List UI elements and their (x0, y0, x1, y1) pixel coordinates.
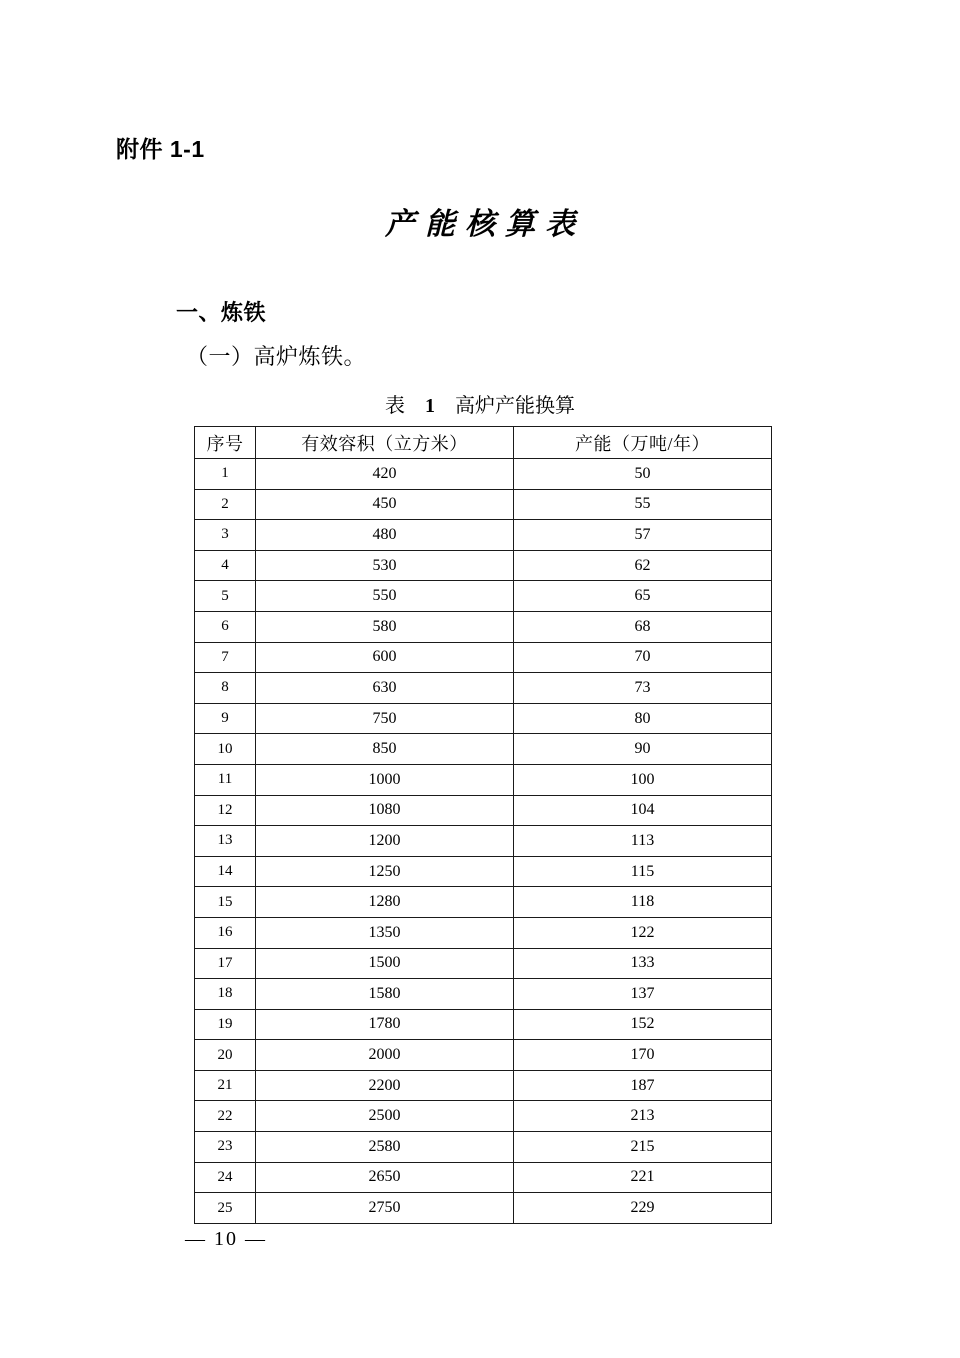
table-caption-number: 1 (425, 395, 435, 417)
cell-seq: 20 (195, 1040, 256, 1071)
cell-volume: 2580 (256, 1132, 514, 1163)
cell-volume: 2650 (256, 1162, 514, 1193)
cell-seq: 15 (195, 887, 256, 918)
cell-seq: 12 (195, 795, 256, 826)
page-number-footer: — 10 — (185, 1228, 267, 1250)
cell-capacity: 62 (514, 550, 772, 581)
cell-volume: 600 (256, 642, 514, 673)
cell-seq: 25 (195, 1193, 256, 1224)
cell-volume: 480 (256, 520, 514, 551)
cell-volume: 450 (256, 489, 514, 520)
table-row (195, 703, 772, 734)
cell-volume: 2500 (256, 1101, 514, 1132)
table-row (195, 673, 772, 704)
cell-volume: 550 (256, 581, 514, 612)
table-row (195, 764, 772, 795)
cell-seq: 4 (195, 550, 256, 581)
cell-seq: 9 (195, 703, 256, 734)
cell-seq: 19 (195, 1009, 256, 1040)
table-header-row (195, 427, 772, 459)
table-caption-text: 高炉产能换算 (455, 395, 575, 417)
cell-capacity: 221 (514, 1162, 772, 1193)
table-row (195, 1009, 772, 1040)
table-row (195, 979, 772, 1010)
capacity-conversion-table (194, 426, 772, 1224)
page-title: 产能核算表 (385, 207, 585, 242)
cell-volume: 1080 (256, 795, 514, 826)
column-header-seq: 序号 (195, 427, 256, 459)
cell-volume: 1200 (256, 826, 514, 857)
cell-volume: 2200 (256, 1070, 514, 1101)
cell-capacity: 73 (514, 673, 772, 704)
column-header-volume: 有效容积（立方米） (256, 427, 514, 459)
table-row (195, 611, 772, 642)
table-row (195, 917, 772, 948)
cell-capacity: 122 (514, 917, 772, 948)
table-row (195, 887, 772, 918)
table-row (195, 459, 772, 490)
cell-volume: 850 (256, 734, 514, 765)
cell-volume: 1250 (256, 856, 514, 887)
cell-seq: 5 (195, 581, 256, 612)
table-row (195, 856, 772, 887)
table-header (195, 427, 772, 459)
cell-capacity: 55 (514, 489, 772, 520)
cell-volume: 2000 (256, 1040, 514, 1071)
cell-seq: 14 (195, 856, 256, 887)
cell-seq: 21 (195, 1070, 256, 1101)
table-row (195, 489, 772, 520)
section-heading-ironmaking: 一、炼铁 (176, 300, 267, 325)
cell-seq: 8 (195, 673, 256, 704)
column-header-capacity: 产能（万吨/年） (514, 427, 772, 459)
table-row (195, 520, 772, 551)
table-row (195, 734, 772, 765)
table-row (195, 826, 772, 857)
cell-volume: 1500 (256, 948, 514, 979)
cell-seq: 2 (195, 489, 256, 520)
cell-capacity: 115 (514, 856, 772, 887)
cell-capacity: 50 (514, 459, 772, 490)
cell-volume: 530 (256, 550, 514, 581)
cell-capacity: 100 (514, 764, 772, 795)
cell-volume: 1280 (256, 887, 514, 918)
cell-capacity: 133 (514, 948, 772, 979)
table-row (195, 1162, 772, 1193)
cell-volume: 580 (256, 611, 514, 642)
cell-capacity: 118 (514, 887, 772, 918)
table-body (195, 459, 772, 1224)
cell-volume: 1780 (256, 1009, 514, 1040)
table-row (195, 1101, 772, 1132)
table-caption-prefix: 表 (385, 395, 405, 417)
cell-seq: 17 (195, 948, 256, 979)
cell-capacity: 104 (514, 795, 772, 826)
table-row (195, 795, 772, 826)
cell-volume: 2750 (256, 1193, 514, 1224)
cell-seq: 23 (195, 1132, 256, 1163)
cell-capacity: 70 (514, 642, 772, 673)
table-row (195, 1193, 772, 1224)
cell-capacity: 215 (514, 1132, 772, 1163)
cell-volume: 750 (256, 703, 514, 734)
cell-volume: 1350 (256, 917, 514, 948)
cell-capacity: 187 (514, 1070, 772, 1101)
cell-volume: 1000 (256, 764, 514, 795)
cell-capacity: 229 (514, 1193, 772, 1224)
cell-volume: 1580 (256, 979, 514, 1010)
subsection-heading-blast-furnace: （一）高炉炼铁。 (186, 344, 367, 369)
cell-seq: 18 (195, 979, 256, 1010)
cell-capacity: 113 (514, 826, 772, 857)
cell-volume: 420 (256, 459, 514, 490)
cell-capacity: 90 (514, 734, 772, 765)
table-row (195, 1070, 772, 1101)
cell-volume: 630 (256, 673, 514, 704)
cell-seq: 16 (195, 917, 256, 948)
cell-seq: 10 (195, 734, 256, 765)
table-row (195, 550, 772, 581)
cell-capacity: 213 (514, 1101, 772, 1132)
cell-capacity: 152 (514, 1009, 772, 1040)
cell-seq: 11 (195, 764, 256, 795)
cell-seq: 6 (195, 611, 256, 642)
table-row (195, 642, 772, 673)
cell-seq: 3 (195, 520, 256, 551)
cell-capacity: 80 (514, 703, 772, 734)
cell-seq: 13 (195, 826, 256, 857)
cell-capacity: 57 (514, 520, 772, 551)
table-row (195, 1040, 772, 1071)
attachment-label: 附件 1-1 (116, 136, 205, 162)
table-row (195, 581, 772, 612)
cell-seq: 22 (195, 1101, 256, 1132)
cell-capacity: 170 (514, 1040, 772, 1071)
table-row (195, 1132, 772, 1163)
cell-seq: 1 (195, 459, 256, 490)
cell-capacity: 137 (514, 979, 772, 1010)
cell-seq: 7 (195, 642, 256, 673)
cell-capacity: 65 (514, 581, 772, 612)
table-row (195, 948, 772, 979)
cell-seq: 24 (195, 1162, 256, 1193)
table-caption (0, 396, 960, 416)
cell-capacity: 68 (514, 611, 772, 642)
